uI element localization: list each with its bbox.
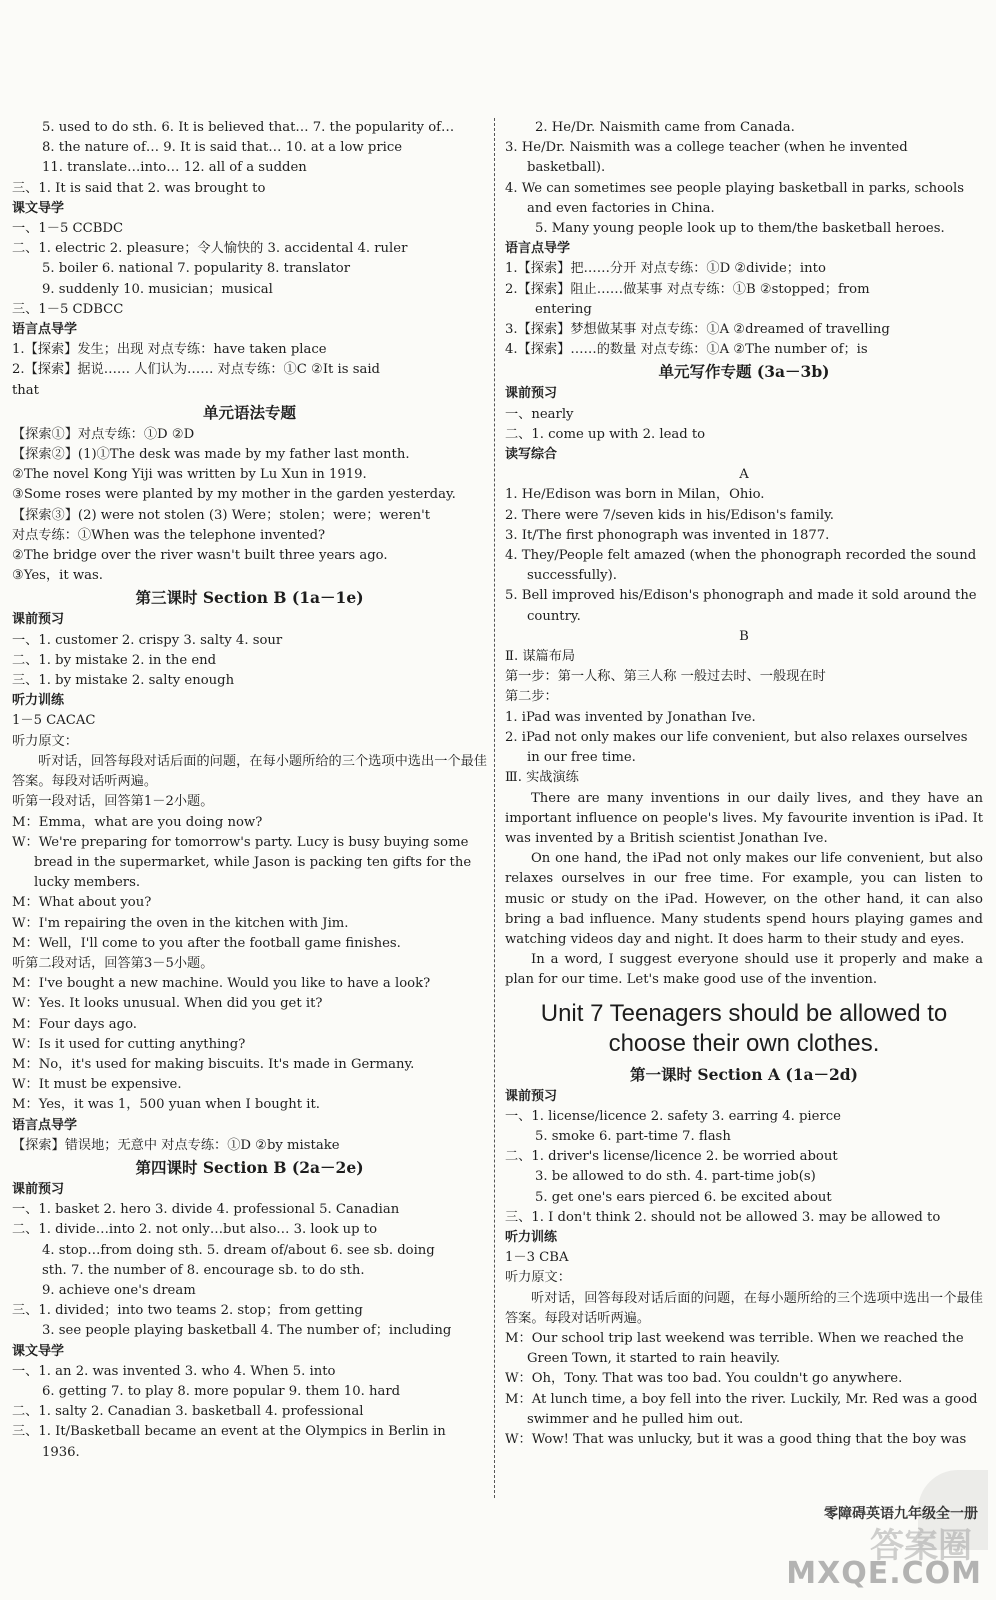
section-heading: 听力训练: [12, 693, 65, 709]
text-line: 4. We can sometimes see people playing basketball in parks, schools and even factories in China.: [505, 180, 964, 216]
text-line: 5. Bell improved his/Edison's phonograph and made it sold around the country.: [505, 588, 977, 624]
text-line: W：Oh，Tony. That was too bad. You couldn't go anywhere.: [505, 1371, 903, 1387]
section-title: 第四课时 Section B (2a－2e): [135, 1157, 364, 1177]
text-line: 对点专练：①When was the telephone invented?: [12, 527, 326, 543]
text-line: 5. Many young people look up to them/the basketball heroes.: [535, 221, 945, 237]
text-line: 6. getting 7. to play 8. more popular 9. them 10. hard: [42, 1383, 401, 1399]
paragraph: In a word, I suggest everyone should use it properly and make a plan for our time. Let's make good use of the invention.: [505, 952, 983, 988]
text-line: that: [12, 382, 39, 398]
text-line: 3. He/Dr. Naismith was a college teacher (when he invented basketball).: [505, 140, 908, 176]
text-line: entering: [535, 301, 592, 317]
section-heading: 课文导学: [12, 200, 65, 216]
text-line: ③Some roses were planted by my mother in the garden yesterday.: [12, 487, 456, 503]
page-footer: 零障碍英语九年级全一册: [824, 1506, 978, 1522]
text-line: 听力原文：: [12, 733, 78, 749]
column-divider: [494, 118, 495, 1498]
text-line: 三、1. I don't think 2. should not be allowed 3. may be allowed to: [505, 1209, 941, 1225]
text-line: 4.【探索】……的数量 对点专练：①A ②The number of；is: [505, 342, 868, 358]
text-line: 第二步：: [505, 689, 558, 705]
text-line: 1－5 CACAC: [12, 713, 96, 729]
section-heading: 课文导学: [12, 1343, 65, 1359]
text-line: 一、1. basket 2. hero 3. divide 4. professional 5. Canadian: [12, 1202, 400, 1218]
text-line: 二、1. salty 2. Canadian 3. basketball 4. professional: [12, 1404, 364, 1420]
left-column: [12, 118, 487, 1463]
section-heading: 课前预习: [12, 1181, 65, 1197]
text-line: 一、1. license/licence 2. safety 3. earring 4. pierce: [505, 1108, 841, 1124]
text-line: 听第二段对话，回答第3－5小题。: [12, 955, 214, 971]
text-line: W：Wow! That was unlucky, but it was a good thing that the boy was: [505, 1431, 967, 1447]
text-line: 一、1－5 CCBDC: [12, 221, 124, 237]
text-line: 二、1. come up with 2. lead to: [505, 426, 706, 442]
section-heading: 语言点导学: [12, 322, 78, 338]
section-title: 第一课时 Section A (1a－2d): [630, 1064, 858, 1084]
text-line: 一、nearly: [505, 406, 574, 422]
text-line: M：At lunch time, a boy fell into the river. Luckily, Mr. Red was a good swimmer and he pulled him out.: [505, 1391, 978, 1427]
text-line: M：Our school trip last weekend was terrible. When we reached the Green Town, it started to rain heavily.: [505, 1330, 964, 1367]
text-line: Ⅱ. 谋篇布局: [505, 649, 576, 665]
section-heading: 课前预习: [505, 386, 558, 402]
text-line: 2. iPad not only makes our life convenient, but also relaxes ourselves in our free time.: [505, 729, 968, 766]
text-line: 二、1. divide…into 2. not only…but also… 3. look up to: [12, 1222, 378, 1238]
text-line: 【探索②】(1)①The desk was made by my father last month.: [12, 447, 410, 463]
text-line: 8. the nature of… 9. It is said that… 10. at a low price: [42, 140, 403, 156]
text-line: 【探索】错误地；无意中 对点专练：①D ②by mistake: [12, 1137, 340, 1153]
text-line: M：No，it's used for making biscuits. It's made in Germany.: [12, 1056, 415, 1072]
text-line: 【探索①】对点专练：①D ②D: [12, 426, 195, 442]
text-line: W：We're preparing for tomorrow's party. Lucy is busy buying some bread in the supermarket, while Jason is packing ten gifts for the lucky members.: [12, 834, 472, 891]
text-line: 1－3 CBA: [505, 1250, 569, 1266]
text-line: M：Emma，what are you doing now?: [12, 814, 263, 830]
section-heading: 语言点导学: [505, 241, 571, 257]
text-line: ②The bridge over the river wasn't built three years ago.: [12, 548, 388, 564]
text-line: 2.【探索】据说…… 人们认为…… 对点专练：①C ②It is said: [12, 362, 380, 378]
paragraph: On one hand, the iPad not only makes our life convenient, but also relaxes ourselves in our free time. For example, you can listen to music or study on the iPad. However, on the other hand, it can also bring a bad influence. Many students spend hours playing games and watching videos day and night. It does harm to their study and eyes.: [505, 851, 983, 947]
text-line: 三、1－5 CDBCC: [12, 301, 124, 317]
section-heading: 语言点导学: [12, 1117, 78, 1133]
text-line: 三、1. divided；into two teams 2. stop；from getting: [12, 1303, 363, 1319]
text-line: 5. get one's ears pierced 6. be excited about: [535, 1189, 832, 1205]
text-line: 2. He/Dr. Naismith came from Canada.: [535, 120, 795, 135]
section-heading: 听力训练: [505, 1229, 558, 1245]
section-heading: 课前预习: [505, 1088, 558, 1104]
text-line: 1936.: [42, 1444, 80, 1460]
paragraph: There are many inventions in our daily lives, and they have an important influence on people's lives. My favourite invention is iPad. It was invented by a British scientist Jonathan Ive.: [505, 790, 983, 846]
watermark-site: MXQE.COM: [786, 1556, 982, 1591]
text-line: M：I've bought a new machine. Would you like to have a look?: [12, 976, 431, 992]
text-line: 一、1. an 2. was invented 3. who 4. When 5. into: [12, 1363, 336, 1379]
text-line: Ⅲ. 实战演练: [505, 770, 579, 786]
text-line: ②The novel Kong Yiji was written by Lu Xun in 1919.: [12, 467, 367, 483]
text-line: 听力原文：: [505, 1270, 571, 1286]
text-line: 1.【探索】发生；出现 对点专练：have taken place: [12, 342, 327, 358]
section-title: 第三课时 Section B (1a－1e): [135, 588, 364, 608]
text-line: W：I'm repairing the oven in the kitchen with Jim.: [12, 915, 349, 931]
text-line: M：Four days ago.: [12, 1016, 137, 1032]
text-line: 1.【探索】把……分开 对点专练：①D ②divide；into: [505, 261, 826, 277]
text-line: 三、1. It is said that 2. was brought to: [12, 180, 266, 196]
text-line: 二、1. electric 2. pleasure；令人愉快的 3. accidental 4. ruler: [12, 241, 408, 257]
unit-title: Unit 7 Teenagers should be allowed to choose their own clothes.: [540, 999, 948, 1057]
paragraph: 听对话，回答每段对话后面的问题，在每小题所给的三个选项中选出一个最佳答案。每段对话听两遍。: [505, 1290, 983, 1326]
paragraph: 听对话，回答每段对话后面的问题，在每小题所给的三个选项中选出一个最佳答案。每段对话听两遍。: [12, 753, 487, 790]
text-line: 第一步：第一人称、第三人称 一般过去时、一般现在时: [505, 669, 826, 685]
text-line: 1. iPad was invented by Jonathan Ive.: [505, 709, 756, 725]
text-line: 4. stop…from doing sth. 5. dream of/about 6. see sb. doing: [42, 1242, 435, 1258]
text-line: 5. smoke 6. part-time 7. flash: [535, 1128, 731, 1144]
text-line: M：Yes，it was 1，500 yuan when I bought it.: [12, 1097, 320, 1113]
text-line: W：It must be expensive.: [12, 1077, 182, 1093]
text-line: B: [739, 628, 749, 644]
text-line: 1. He/Edison was born in Milan，Ohio.: [505, 487, 765, 503]
text-line: 3. see people playing basketball 4. The number of；including: [42, 1323, 452, 1339]
text-line: W：Is it used for cutting anything?: [12, 1036, 246, 1052]
text-line: 9. suddenly 10. musician；musical: [42, 281, 273, 297]
text-line: 2.【探索】阻止……做某事 对点专练：①B ②stopped；from: [505, 281, 870, 297]
text-line: ③Yes，it was.: [12, 568, 103, 584]
section-heading: 课前预习: [12, 612, 65, 628]
text-line: 3. be allowed to do sth. 4. part-time job(s): [535, 1169, 816, 1185]
text-line: 一、1. customer 2. crispy 3. salty 4. sour: [12, 632, 283, 648]
text-line: 11. translate…into… 12. all of a sudden: [42, 160, 307, 176]
text-line: W：Yes. It looks unusual. When did you get it?: [12, 996, 323, 1012]
section-heading: 读写综合: [505, 447, 558, 463]
text-line: 二、1. driver's license/licence 2. be worried about: [505, 1149, 838, 1165]
text-line: 9. achieve one's dream: [42, 1282, 196, 1298]
text-line: 听第一段对话，回答第1－2小题。: [12, 794, 214, 810]
text-line: 【探索③】(2) were not stolen (3) Were；stolen；were；weren't: [12, 507, 431, 523]
text-line: M：Well，I'll come to you after the football game finishes.: [12, 935, 401, 951]
right-column: [505, 118, 983, 1450]
text-line: 2. There were 7/seven kids in his/Edison's family.: [505, 507, 834, 523]
text-line: 二、1. by mistake 2. in the end: [12, 652, 217, 668]
text-line: 5. boiler 6. national 7. popularity 8. translator: [42, 261, 351, 277]
text-line: sth. 7. the number of 8. encourage sb. to do sth.: [42, 1262, 365, 1278]
section-title: 单元写作专题 (3a－3b): [658, 362, 830, 382]
text-line: 3.【探索】梦想做某事 对点专练：①A ②dreamed of travelling: [505, 322, 890, 338]
text-line: 三、1. It/Basketball became an event at the Olympics in Berlin in: [12, 1424, 446, 1440]
text-line: 4. They/People felt amazed (when the phonograph recorded the sound successfully).: [505, 548, 977, 584]
text-line: 三、1. by mistake 2. salty enough: [12, 673, 235, 689]
section-title: 单元语法专题: [202, 402, 296, 422]
text-line: 5. used to do sth. 6. It is believed that… 7. the popularity of…: [42, 120, 455, 135]
text-line: 3. It/The first phonograph was invented in 1877.: [505, 527, 830, 543]
watermark-logo: 答案圈: [870, 1526, 972, 1566]
text-line: M：What about you?: [12, 895, 152, 911]
text-line: A: [739, 467, 749, 483]
